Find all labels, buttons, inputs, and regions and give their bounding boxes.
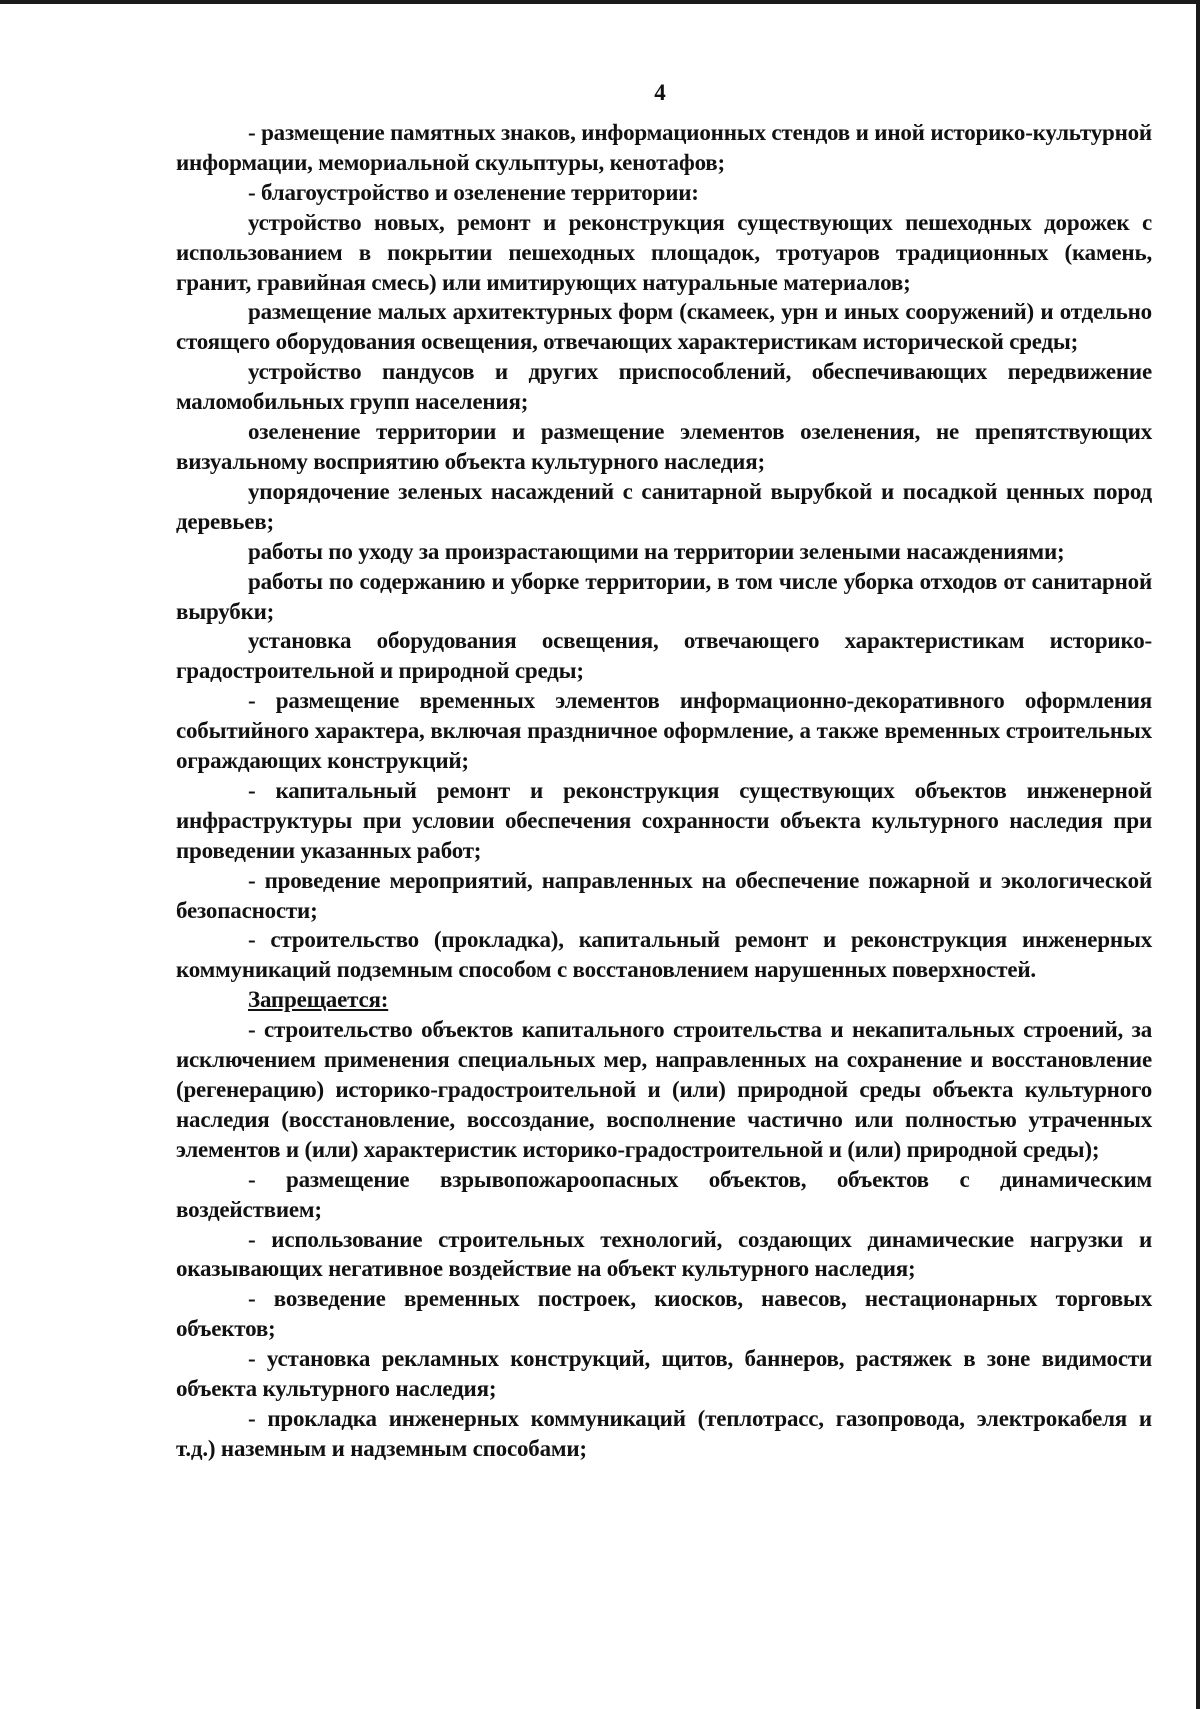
prohibited-item: - возведение временных построек, киосков, навесов, нестационарных торговых объектов; (176, 1286, 1152, 1342)
prohibited-item: - прокладка инженерных коммуникаций (теплотрасс, газопровода, электрокабеля и т.д.) наземным и надземным способами; (176, 1405, 1152, 1461)
paragraph: размещение малых архитектурных форм (скамеек, урн и иных сооружений) и отдельно стоящего оборудования освещения, отвечающих характеристикам исторической среды; (176, 299, 1152, 355)
scan-border-right (1196, 0, 1200, 1709)
prohibited-item: - использование строительных технологий, создающих динамические нагрузки и оказывающих негативное воздействие на объект культурного наследия; (176, 1226, 1152, 1282)
paragraph: - размещение временных элементов информационно-декоративного оформления событийного характера, включая праздничное оформление, а также временных строительных ограждающих конструкций; (176, 688, 1152, 774)
paragraph: озеленение территории и размещение элементов озеленения, не препятствующих визуальному восприятию объекта культурного наследия; (176, 419, 1152, 474)
prohibited-item: - установка рекламных конструкций, щитов, баннеров, растяжек в зоне видимости объекта культурного наследия; (176, 1346, 1152, 1402)
paragraph: - размещение памятных знаков, информационных стендов и иной историко-культурной информации, мемориальной скульптуры, кенотафов; (176, 120, 1152, 175)
paragraph: работы по уходу за произрастающими на территории зелеными насаждениями; (248, 538, 1065, 564)
page-number: 4 (654, 80, 666, 105)
paragraph: - строительство (прокладка), капитальный ремонт и реконструкция инженерных коммуникаций подземным способом с восстановлением нарушенных поверхностей. (176, 927, 1152, 983)
scan-border-top (0, 0, 1200, 4)
document-body (176, 118, 1152, 1464)
paragraph: работы по содержанию и уборке территории, в том числе уборка отходов от санитарной вырубки; (176, 568, 1152, 624)
paragraph: упорядочение зеленых насаждений с санитарной вырубкой и посадкой ценных пород деревьев; (176, 478, 1152, 534)
paragraph: - проведение мероприятий, направленных на обеспечение пожарной и экологической безопасности; (176, 867, 1152, 923)
paragraph: - благоустройство и озеленение территории: (248, 179, 699, 205)
paragraph: устройство пандусов и других приспособлений, обеспечивающих передвижение маломобильных групп населения; (176, 359, 1152, 415)
paragraph: установка оборудования освещения, отвечающего характеристикам историко-градостроительной и природной среды; (176, 628, 1152, 684)
paragraph: - капитальный ремонт и реконструкция существующих объектов инженерной инфраструктуры при условии обеспечения сохранности объекта культурного наследия при проведении указанных работ; (176, 777, 1152, 863)
paragraph: устройство новых, ремонт и реконструкция существующих пешеходных дорожек с использованием в покрытии пешеходных площадок, тротуаров традиционных (камень, гранит, гравийная смесь) или имитирующих натуральные материалов; (176, 209, 1152, 295)
prohibited-heading-text: Запрещается: (248, 987, 389, 1013)
prohibited-item: - размещение взрывопожароопасных объектов, объектов с динамическим воздействием; (176, 1166, 1152, 1222)
prohibited-item: - строительство объектов капитального строительства и некапитальных строений, за исключением применения специальных мер, направленных на сохранение и восстановление (регенерацию) историко-градостроительной и (или) природной среды объекта культурного наследия (восстановление, воссоздание, восполнение частично или полностью утраченных элементов и (или) характеристик историко-градостроительной и (или) природной среды); (176, 1017, 1152, 1162)
prohibited-heading (176, 985, 1152, 1015)
